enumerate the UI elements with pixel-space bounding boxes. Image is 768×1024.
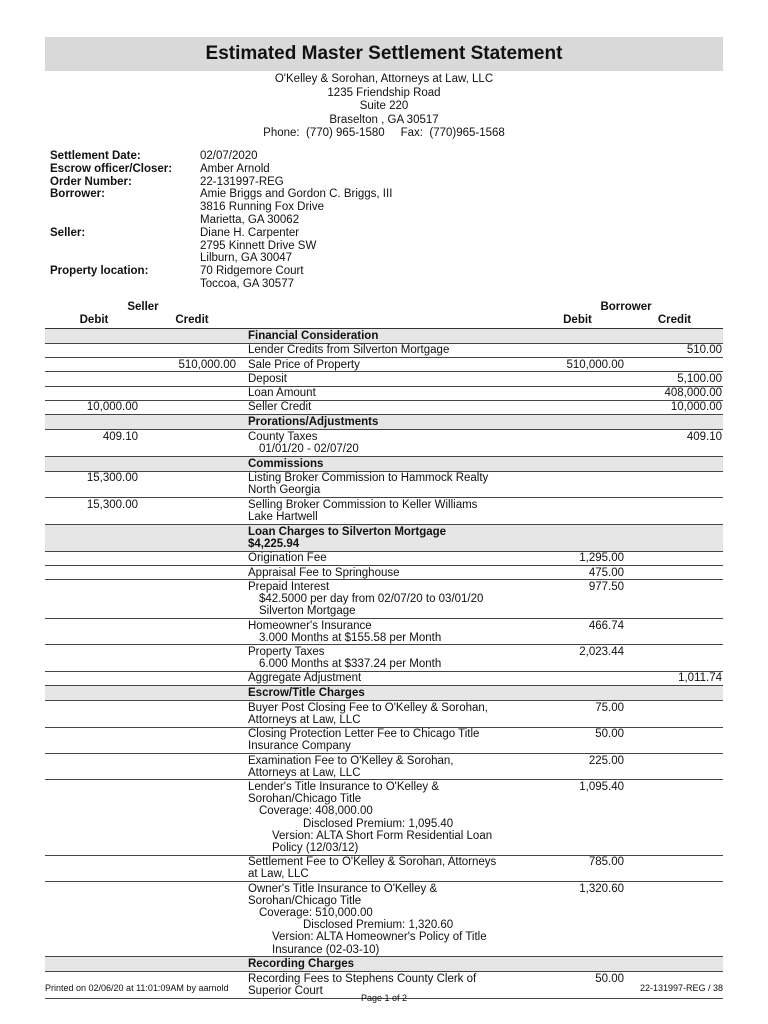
seller-debit-cell [45,344,143,357]
borrower-credit-cell [626,457,723,471]
description-line: Sorohan/Chicago Title [248,894,362,907]
description-line: Coverage: 510,000.00 [259,906,373,919]
borrower-debit-cell [529,387,626,400]
info-row [45,188,723,201]
info-label: Settlement Date: [50,149,141,162]
info-label: Order Number: [50,175,132,188]
info-value: Lilburn, GA 30047 [200,252,293,265]
borrower-debit-cell [529,686,626,700]
info-label: Escrow officer/Closer: [50,162,173,175]
description-line: Version: ALTA Short Form Residential Loan [272,829,493,842]
description-line: Prorations/Adjustments [248,415,379,428]
description-line: Insurance Company [248,740,351,753]
table-row [45,387,723,401]
description-line: Disclosed Premium: 1,320.60 [303,919,454,932]
description-line: Lender's Title Insurance to O'Kelley & [248,780,440,793]
description-line: Seller Credit [248,401,312,414]
info-label [45,214,200,227]
info-label [45,240,200,253]
borrower-debit-cell [529,498,626,523]
seller-debit-cell [45,358,143,371]
seller-debit-cell [45,957,143,971]
info-value: 3816 Running Fox Drive [200,201,325,214]
page-number: Page 1 of 2 [360,993,408,1003]
company-phone: Phone: (770) 965-1580 Fax: (770)965-1568 [263,127,505,140]
description-line: Listing Broker Commission to Hammock Realty [248,472,489,485]
seller-debit-cell [45,566,143,579]
borrower-credit-cell [626,645,723,670]
borrower-credit-cell [626,358,723,371]
description-line: Silverton Mortgage [259,605,356,618]
description-line: Recording Fees to Stephens County Clerk of [248,972,477,985]
borrower-debit-cell [529,344,626,357]
seller-credit-cell [143,525,241,551]
description-cell [241,387,529,400]
description-cell [241,498,529,523]
seller-debit-cell [45,387,143,400]
description-line: North Georgia [248,484,321,497]
seller-credit-cell [143,372,241,385]
seller-debit-cell: 15,300.00 [86,498,138,511]
description-cell [241,780,529,854]
description-line: Property Taxes [248,645,325,658]
borrower-header: Borrower [600,300,652,313]
borrower-debit-cell: 225.00 [588,754,624,767]
seller-credit-cell [143,415,241,429]
description-cell [241,552,529,565]
table-row [45,430,723,456]
description-cell [241,358,529,371]
info-row [45,278,723,291]
seller-debit-cell: 10,000.00 [86,401,138,414]
description-line: Selling Broker Commission to Keller Williams [248,498,478,511]
borrower-debit-cell [529,957,626,971]
description-line: Insurance (02-03-10) [272,943,380,956]
description-line: Recording Charges [248,958,355,971]
borrower-credit-cell [626,856,723,881]
description-line: 3.000 Months at $155.58 per Month [259,631,442,644]
borrower-credit-cell [626,472,723,497]
description-cell [241,645,529,670]
section-header-row [45,415,723,430]
description-line: Homeowner's Insurance [248,619,372,632]
seller-credit-header: Credit [175,313,209,326]
seller-debit-cell [45,882,143,956]
seller-credit-cell [143,780,241,854]
seller-debit-cell [45,580,143,618]
description-line: Sorohan/Chicago Title [248,793,362,806]
description-cell [241,728,529,753]
description-cell [241,372,529,385]
description-line: Lender Credits from Silverton Mortgage [248,344,450,357]
charges-table [45,329,723,999]
description-line: Prepaid Interest [248,580,330,593]
borrower-debit-cell [529,525,626,551]
description-line: Lake Hartwell [248,510,318,523]
seller-credit-cell [143,957,241,971]
seller-credit-cell [143,457,241,471]
info-label [45,278,200,291]
borrower-credit-cell: 510.00 [686,344,722,357]
seller-debit-cell [45,701,143,726]
seller-debit-cell: 15,300.00 [86,472,138,485]
settlement-info [45,150,723,291]
seller-credit-cell [143,401,241,414]
section-header-row [45,525,723,552]
table-row [45,672,723,686]
seller-credit-cell: 510,000.00 [178,358,236,371]
borrower-debit-cell: 1,095.40 [579,780,624,793]
seller-credit-cell [143,728,241,753]
seller-debit-cell [45,754,143,779]
column-group-header [45,301,723,314]
borrower-credit-cell: 10,000.00 [670,401,722,414]
borrower-credit-cell [626,728,723,753]
borrower-credit-cell [626,882,723,956]
description-line: Deposit [248,372,287,385]
borrower-debit-cell [529,472,626,497]
description-line: Commissions [248,457,324,470]
seller-debit-cell [45,672,143,685]
seller-credit-cell [143,580,241,618]
table-row [45,701,723,727]
description-line: $42.5000 per day from 02/07/20 to 03/01/20 [259,593,484,606]
description-line: 01/01/20 - 02/07/20 [259,442,359,455]
info-value: Amber Arnold [200,162,270,175]
seller-credit-cell [143,552,241,565]
seller-credit-cell [143,566,241,579]
description-line: $4,225.94 [248,537,300,550]
borrower-debit-cell: 50.00 [595,972,624,985]
seller-credit-cell [143,387,241,400]
column-header [45,314,723,329]
borrower-debit-cell [529,415,626,429]
description-cell [241,430,529,455]
seller-credit-cell [143,498,241,523]
borrower-credit-header: Credit [657,313,692,326]
borrower-debit-cell: 2,023.44 [579,645,624,658]
seller-credit-cell [143,344,241,357]
seller-debit-cell [45,329,143,343]
borrower-credit-cell [626,780,723,854]
table-row [45,566,723,580]
seller-credit-cell [143,645,241,670]
borrower-debit-cell [529,457,626,471]
table-row [45,728,723,754]
description-line: Coverage: 408,000.00 [259,805,373,818]
description-line: Closing Protection Letter Fee to Chicago Title [248,728,480,741]
seller-debit-cell [45,552,143,565]
description-line: Superior Court [248,985,323,998]
section-header-row [45,957,723,972]
info-label [45,252,200,265]
description-line: Origination Fee [248,552,327,565]
table-row [45,645,723,671]
description-cell [241,525,529,551]
seller-debit-cell [45,525,143,551]
description-cell [241,957,529,971]
seller-debit-cell [45,415,143,429]
section-header-row [45,686,723,701]
table-row [45,882,723,957]
info-value: 2795 Kinnett Drive SW [200,239,317,252]
borrower-debit-cell [529,430,626,455]
seller-debit-cell [45,780,143,854]
printed-info: Printed on 02/06/20 at 11:01:09AM by aarnold [45,983,229,993]
description-cell [241,415,529,429]
borrower-debit-cell [529,372,626,385]
seller-debit-header: Debit [79,313,109,326]
info-value: Marietta, GA 30062 [200,213,300,226]
borrower-credit-cell [626,686,723,700]
seller-credit-cell [143,856,241,881]
description-cell [241,344,529,357]
description-cell [241,566,529,579]
borrower-credit-cell [626,619,723,644]
table-row [45,780,723,855]
info-value: Amie Briggs and Gordon C. Briggs, III [200,188,393,201]
table-row [45,344,723,358]
info-value: Diane H. Carpenter [200,226,300,239]
description-line: Policy (12/03/12) [272,841,359,854]
seller-credit-cell [143,701,241,726]
borrower-debit-cell: 50.00 [595,728,624,741]
info-value: 02/07/2020 [200,149,258,162]
borrower-debit-header: Debit [563,313,592,326]
description-cell [241,457,529,471]
table-row [45,358,723,372]
description-line: Financial Consideration [248,329,379,342]
page-title: Estimated Master Settlement Statement [45,37,723,71]
description-line: Escrow/Title Charges [248,687,365,700]
borrower-debit-cell: 1,320.60 [579,882,624,895]
company-suite: Suite 220 [359,100,409,113]
seller-debit-cell [45,686,143,700]
borrower-credit-cell: 409.10 [686,430,722,443]
borrower-credit-cell [626,498,723,523]
description-line: Settlement Fee to O'Kelley & Sorohan, Attorneys [248,856,497,869]
description-line: Attorneys at Law, LLC [248,713,361,726]
borrower-credit-cell [626,701,723,726]
borrower-credit-cell: 5,100.00 [677,372,722,385]
description-line: Attorneys at Law, LLC [248,766,361,779]
info-row [45,265,723,278]
seller-debit-cell [45,728,143,753]
description-cell [241,329,529,343]
borrower-credit-cell [626,957,723,971]
borrower-credit-cell [626,415,723,429]
section-header-row [45,329,723,344]
borrower-debit-cell: 1,295.00 [579,552,624,565]
company-city: Braselton , GA 30517 [329,113,439,126]
borrower-credit-cell [626,580,723,618]
company-street: 1235 Friendship Road [327,86,441,99]
borrower-debit-cell [529,672,626,685]
seller-debit-cell: 409.10 [102,430,138,443]
description-line: Examination Fee to O'Kelley & Sorohan, [248,754,454,767]
description-line: Buyer Post Closing Fee to O'Kelley & Sorohan, [248,701,488,714]
seller-header: Seller [127,300,159,313]
info-value: Toccoa, GA 30577 [200,277,294,290]
company-name: O'Kelley & Sorohan, Attorneys at Law, LLC [274,73,494,85]
description-cell [241,754,529,779]
seller-credit-cell [143,672,241,685]
description-line: 6.000 Months at $337.24 per Month [259,658,442,671]
borrower-debit-cell: 785.00 [588,856,624,869]
description-cell [241,672,529,685]
table-row [45,401,723,415]
borrower-debit-cell [529,329,626,343]
borrower-credit-cell [626,566,723,579]
table-row [45,856,723,882]
description-line: Appraisal Fee to Springhouse [248,566,400,579]
info-label: Seller: [50,226,86,239]
info-label: Property location: [50,265,149,278]
info-row [45,176,723,189]
borrower-debit-cell: 75.00 [595,701,624,714]
info-row [45,252,723,265]
table-row [45,580,723,619]
order-reference: 22-131997-REG / 38 [639,983,723,993]
table-row [45,498,723,524]
borrower-debit-cell [529,401,626,414]
table-row [45,552,723,566]
info-value: 22-131997-REG [200,175,284,188]
info-row [45,227,723,240]
borrower-debit-cell: 977.50 [588,580,624,593]
description-line: Sale Price of Property [248,358,360,371]
company-block [45,73,723,141]
seller-debit-cell [45,645,143,670]
seller-credit-cell [143,430,241,455]
description-cell [241,619,529,644]
description-cell [241,472,529,497]
description-line: at Law, LLC [248,868,309,881]
description-cell [241,701,529,726]
borrower-credit-cell [626,552,723,565]
description-cell [241,686,529,700]
description-cell [241,580,529,618]
description-line: Aggregate Adjustment [248,672,362,685]
info-row [45,240,723,253]
description-line: Disclosed Premium: 1,095.40 [303,817,454,830]
info-label: Borrower: [50,188,105,201]
borrower-credit-cell: 408,000.00 [664,387,722,400]
seller-debit-cell [45,372,143,385]
description-line: Loan Amount [248,387,316,400]
borrower-credit-cell [626,525,723,551]
info-row [45,163,723,176]
description-cell [241,856,529,881]
description-line: Owner's Title Insurance to O'Kelley & [248,882,438,895]
seller-credit-cell [143,686,241,700]
seller-credit-cell [143,329,241,343]
borrower-credit-cell [626,329,723,343]
table-row [45,619,723,645]
info-value: 70 Ridgemore Court [200,265,304,278]
seller-credit-cell [143,882,241,956]
statement-page [45,37,723,999]
description-line: Loan Charges to Silverton Mortgage [248,525,447,538]
seller-debit-cell [45,856,143,881]
description-line: County Taxes [248,430,318,443]
description-cell [241,882,529,956]
info-row [45,150,723,163]
borrower-credit-cell [626,754,723,779]
description-line: Version: ALTA Homeowner's Policy of Title [272,931,487,944]
seller-credit-cell [143,472,241,497]
borrower-debit-cell: 475.00 [588,566,624,579]
table-row [45,372,723,386]
seller-credit-cell [143,619,241,644]
info-row [45,214,723,227]
table-row [45,472,723,498]
borrower-debit-cell: 466.74 [588,619,624,632]
borrower-debit-cell: 510,000.00 [566,358,624,371]
seller-debit-cell [45,457,143,471]
info-label [45,201,200,214]
info-row [45,201,723,214]
seller-credit-cell [143,754,241,779]
section-header-row [45,457,723,472]
borrower-credit-cell: 1,011.74 [678,672,722,685]
table-row [45,754,723,780]
description-cell [241,401,529,414]
seller-debit-cell [45,619,143,644]
